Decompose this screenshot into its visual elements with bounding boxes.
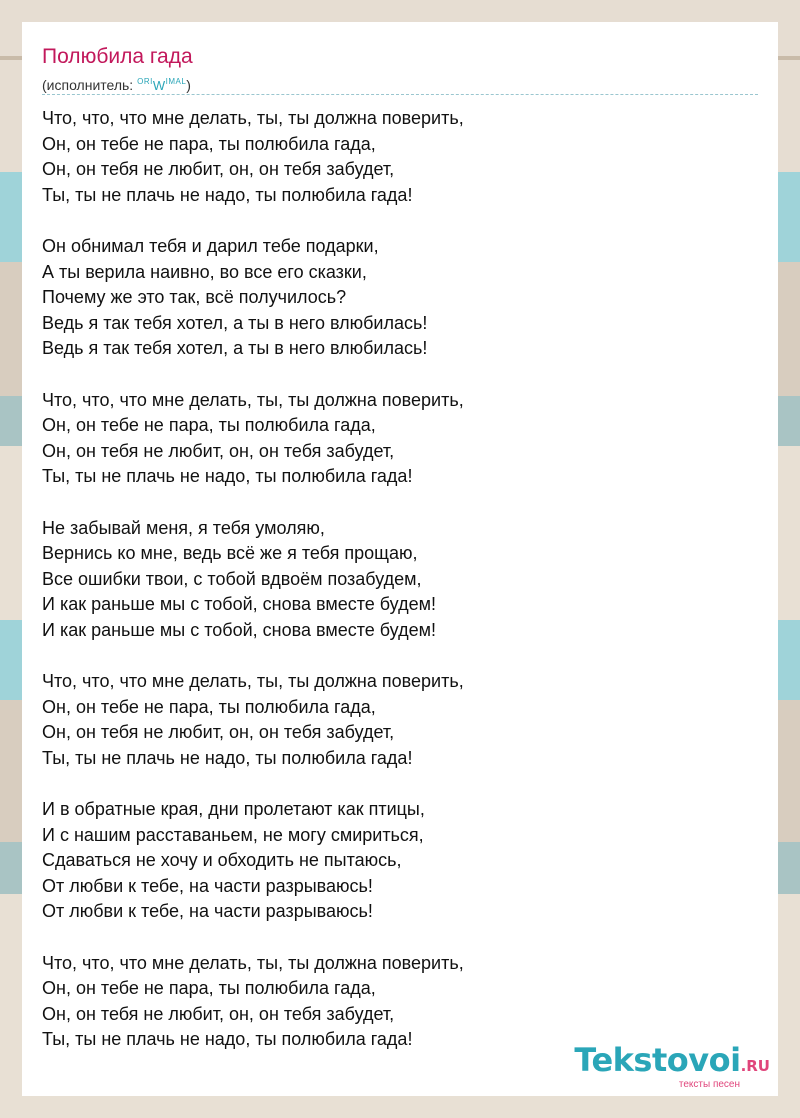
lyrics-line: Что, что, что мне делать, ты, ты должна поверить, (42, 671, 464, 692)
lyrics-line: Что, что, что мне делать, ты, ты должна поверить, (42, 108, 464, 128)
lyrics-line: Он, он тебе не пара, ты полюбила гада, (42, 415, 376, 436)
lyrics-stanza (42, 234, 742, 362)
lyrics-body (42, 106, 742, 1079)
artist-logo-small-1: ORI (137, 77, 153, 86)
lyrics-stanza (42, 669, 742, 771)
lyrics-stanza (42, 951, 742, 1053)
lyrics-line: Он обнимал тебя и дарил тебе подарки, (42, 235, 379, 256)
lyrics-line: И как раньше мы с тобой, снова вместе будем! (42, 619, 436, 640)
song-title: Полюбила гада (42, 45, 193, 68)
lyrics-line: Все ошибки твои, с тобой вдвоём позабудем, (42, 568, 422, 589)
lyrics-line: И в обратные края, дни пролетают как птицы, (42, 799, 425, 820)
artist-logo[interactable] (137, 78, 186, 93)
lyrics-line: Он, он тебя не любит, он, он тебя забудет, (42, 1003, 395, 1024)
lyrics-line: Не забывай меня, я тебя умоляю, (42, 517, 325, 538)
lyrics-line: Ты, ты не плачь не надо, ты полюбила гада! (42, 466, 413, 487)
lyrics-stanza (42, 797, 742, 925)
lyrics-line: Ты, ты не плачь не надо, ты полюбила гада! (42, 1029, 413, 1050)
lyrics-stanza (42, 516, 742, 644)
brand-logo (574, 1043, 770, 1083)
lyrics-line: Он, он тебя не любит, он, он тебя забудет, (42, 722, 395, 743)
artist-prefix: (исполнитель: (42, 77, 138, 93)
lyrics-line: Ведь я так тебя хотел, а ты в него влюбилась! (42, 312, 428, 333)
site-brand[interactable] (574, 1043, 770, 1090)
lyrics-stanza (42, 388, 742, 490)
lyrics-line: Он, он тебе не пара, ты полюбила гада, (42, 696, 376, 717)
lyrics-line: Он, он тебе не пара, ты полюбила гада, (42, 978, 376, 999)
lyrics-line: От любви к тебе, на части разрываюсь! (42, 901, 373, 922)
lyrics-line: Он, он тебя не любит, он, он тебя забудет, (42, 440, 395, 461)
lyrics-line: Сдаваться не хочу и обходить не пытаюсь, (42, 850, 402, 871)
lyrics-line: Он, он тебя не любит, он, он тебя забудет, (42, 159, 395, 180)
lyrics-line: Он, он тебе не пара, ты полюбила гада, (42, 133, 376, 154)
lyrics-line: Ты, ты не плачь не надо, ты полюбила гада! (42, 747, 413, 768)
lyrics-line: Что, что, что мне делать, ты, ты должна поверить, (42, 389, 464, 410)
lyrics-line: Ты, ты не плачь не надо, ты полюбила гада! (42, 184, 413, 205)
brand-name: Tekstovoi (574, 1041, 741, 1079)
lyrics-stanza (42, 106, 742, 208)
lyrics-line: От любви к тебе, на части разрываюсь! (42, 875, 373, 896)
title-divider (42, 94, 758, 95)
lyrics-line: Что, что, что мне делать, ты, ты должна поверить, (42, 952, 464, 973)
brand-tld: .RU (740, 1057, 770, 1075)
lyrics-line: А ты верила наивно, во все его сказки, (42, 261, 367, 282)
lyrics-line: Вернись ко мне, ведь всё же я тебя прощаю, (42, 543, 418, 564)
artist-line (42, 73, 191, 95)
artist-logo-big: W (152, 78, 166, 93)
brand-tagline: тексты песен (678, 1079, 740, 1090)
lyrics-line: Ведь я так тебя хотел, а ты в него влюбилась! (42, 338, 428, 359)
lyrics-line: И с нашим расставаньем, не могу смириться, (42, 824, 424, 845)
lyrics-sheet (22, 22, 778, 1096)
lyrics-line: И как раньше мы с тобой, снова вместе будем! (42, 594, 436, 615)
lyrics-line: Почему же это так, всё получилось? (42, 287, 347, 308)
artist-suffix: ) (186, 77, 191, 93)
artist-logo-small-2: IMAL (165, 77, 187, 86)
